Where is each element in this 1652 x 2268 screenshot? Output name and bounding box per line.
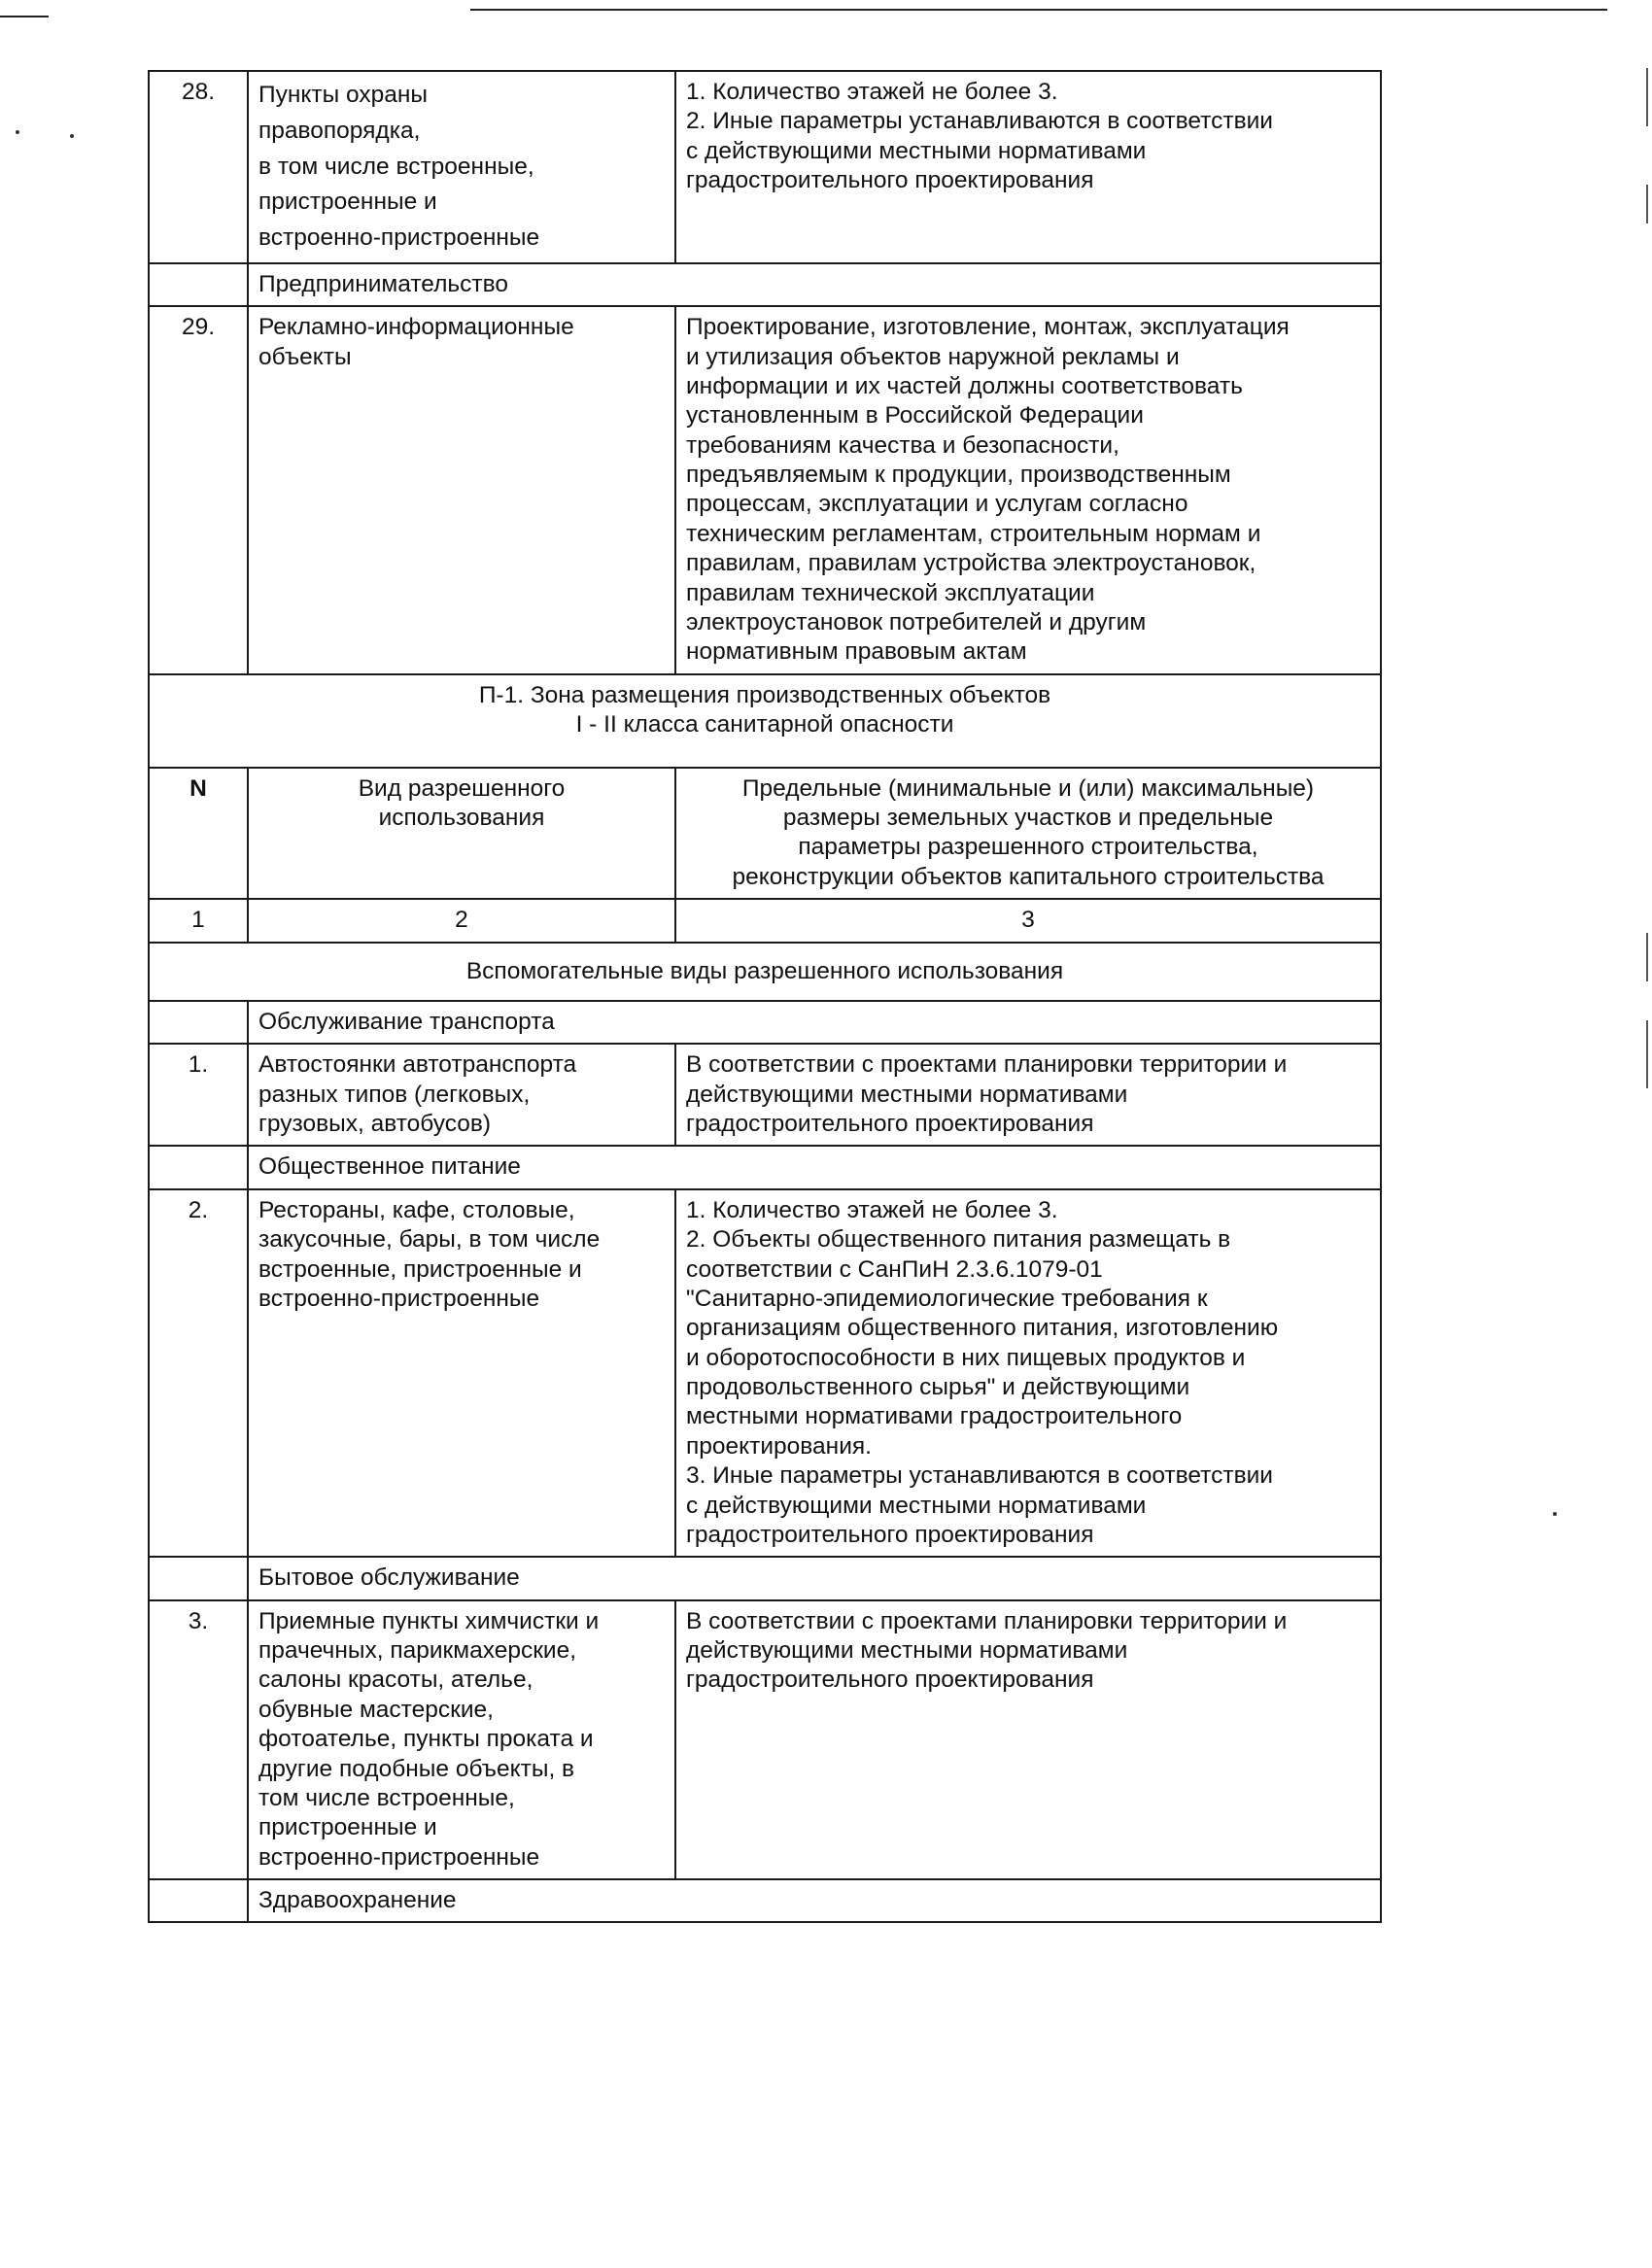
use-type: Пункты охраны правопорядка, в том числе встроенные, пристроенные и встроенно-пристроенные — [248, 71, 675, 263]
group-label: Общественное питание — [248, 1146, 1381, 1188]
column-number-3: 3 — [675, 899, 1381, 942]
header-use-type: Вид разрешенного использования — [248, 768, 675, 900]
row-number: 29. — [149, 306, 248, 674]
group-row — [149, 1146, 1381, 1188]
group-number-cell — [149, 1879, 248, 1922]
scan-top-line-right — [470, 9, 1607, 11]
group-number-cell — [149, 263, 248, 306]
group-number-cell — [149, 1001, 248, 1044]
scan-edge-mark — [1646, 933, 1648, 981]
section-title: Вспомогательные виды разрешенного использования — [149, 943, 1381, 1001]
scan-speck — [16, 130, 19, 134]
scan-edge-mark — [1646, 185, 1648, 223]
scan-edge-mark — [1646, 68, 1648, 126]
use-parameters: 1. Количество этажей не более 3. 2. Объекты общественного питания размещать в соответствии с СанПиН 2.3.6.1079-01 "Санитарно-эпидемиологические требования к организациям общественного питания, изготовлению и оборотоспособности в них пищевых продуктов и продовольственного сырья" и действующими местными нормативами градостроительного проектирования. 3. Иные параметры устанавливаются в соответствии с действующими местными нормативами градостроительного проектирования — [675, 1189, 1381, 1558]
table-header-row — [149, 768, 1381, 900]
use-type: Автостоянки автотранспорта разных типов (легковых, грузовых, автобусов) — [248, 1044, 675, 1146]
zone-title-row — [149, 674, 1381, 768]
zone-block — [149, 674, 1381, 1001]
use-type: Приемные пункты химчистки и прачечных, парикмахерские, салоны красоты, ателье, обувные мастерские, фотоателье, пункты проката и другие подобные объекты, в том числе встроенные, пристроенные и встроенно-пристроенные — [248, 1600, 675, 1879]
section-title-row — [149, 943, 1381, 1001]
scan-edge-mark — [1646, 1020, 1648, 1088]
group-number-cell — [149, 1557, 248, 1599]
group-row — [149, 263, 1381, 306]
column-number-1: 1 — [149, 899, 248, 942]
zone-title: П-1. Зона размещения производственных объектов I - II класса санитарной опасности — [149, 674, 1381, 768]
group-label: Бытовое обслуживание — [248, 1557, 1381, 1599]
rows-before — [149, 71, 1381, 674]
column-number-2: 2 — [248, 899, 675, 942]
group-number-cell — [149, 1146, 248, 1188]
row-number: 28. — [149, 71, 248, 263]
permitted-use-table — [148, 70, 1382, 1923]
table-row — [149, 306, 1381, 674]
group-row — [149, 1001, 1381, 1044]
use-parameters: Проектирование, изготовление, монтаж, эксплуатация и утилизация объектов наружной рекламы и информации и их частей должны соответствовать установленным в Российской Федерации требованиям качества и безопасности, предъявляемым к продукции, производственным процессам, эксплуатации и услугам согласно техническим регламентам, строительным нормам и правилам, правилам устройства электроустановок, правилам технической эксплуатации электроустановок потребителей и другим нормативным правовым актам — [675, 306, 1381, 674]
table-row — [149, 1044, 1381, 1146]
column-number-row — [149, 899, 1381, 942]
scan-speck — [70, 134, 74, 138]
header-number: N — [149, 768, 248, 900]
use-parameters: 1. Количество этажей не более 3. 2. Иные параметры устанавливаются в соответствии с действующими местными нормативами градостроительного проектирования — [675, 71, 1381, 263]
use-parameters: В соответствии с проектами планировки территории и действующими местными нормативами градостроительного проектирования — [675, 1600, 1381, 1879]
table-row — [149, 1189, 1381, 1558]
row-number: 3. — [149, 1600, 248, 1879]
row-number: 2. — [149, 1189, 248, 1558]
scan-speck — [1553, 1512, 1557, 1516]
group-label: Здравоохранение — [248, 1879, 1381, 1922]
table-row — [149, 71, 1381, 263]
group-label: Обслуживание транспорта — [248, 1001, 1381, 1044]
use-type: Рекламно-информационные объекты — [248, 306, 675, 674]
group-label: Предпринимательство — [248, 263, 1381, 306]
use-parameters: В соответствии с проектами планировки территории и действующими местными нормативами градостроительного проектирования — [675, 1044, 1381, 1146]
row-number: 1. — [149, 1044, 248, 1146]
group-row — [149, 1879, 1381, 1922]
group-row — [149, 1557, 1381, 1599]
header-parameters: Предельные (минимальные и (или) максимальные) размеры земельных участков и предельные параметры разрешенного строительства, реконструкции объектов капитального строительства — [675, 768, 1381, 900]
use-type: Рестораны, кафе, столовые, закусочные, бары, в том числе встроенные, пристроенные и встроенно-пристроенные — [248, 1189, 675, 1558]
rows-after — [149, 1001, 1381, 1923]
table-row — [149, 1600, 1381, 1879]
scan-top-line-left — [0, 16, 49, 17]
